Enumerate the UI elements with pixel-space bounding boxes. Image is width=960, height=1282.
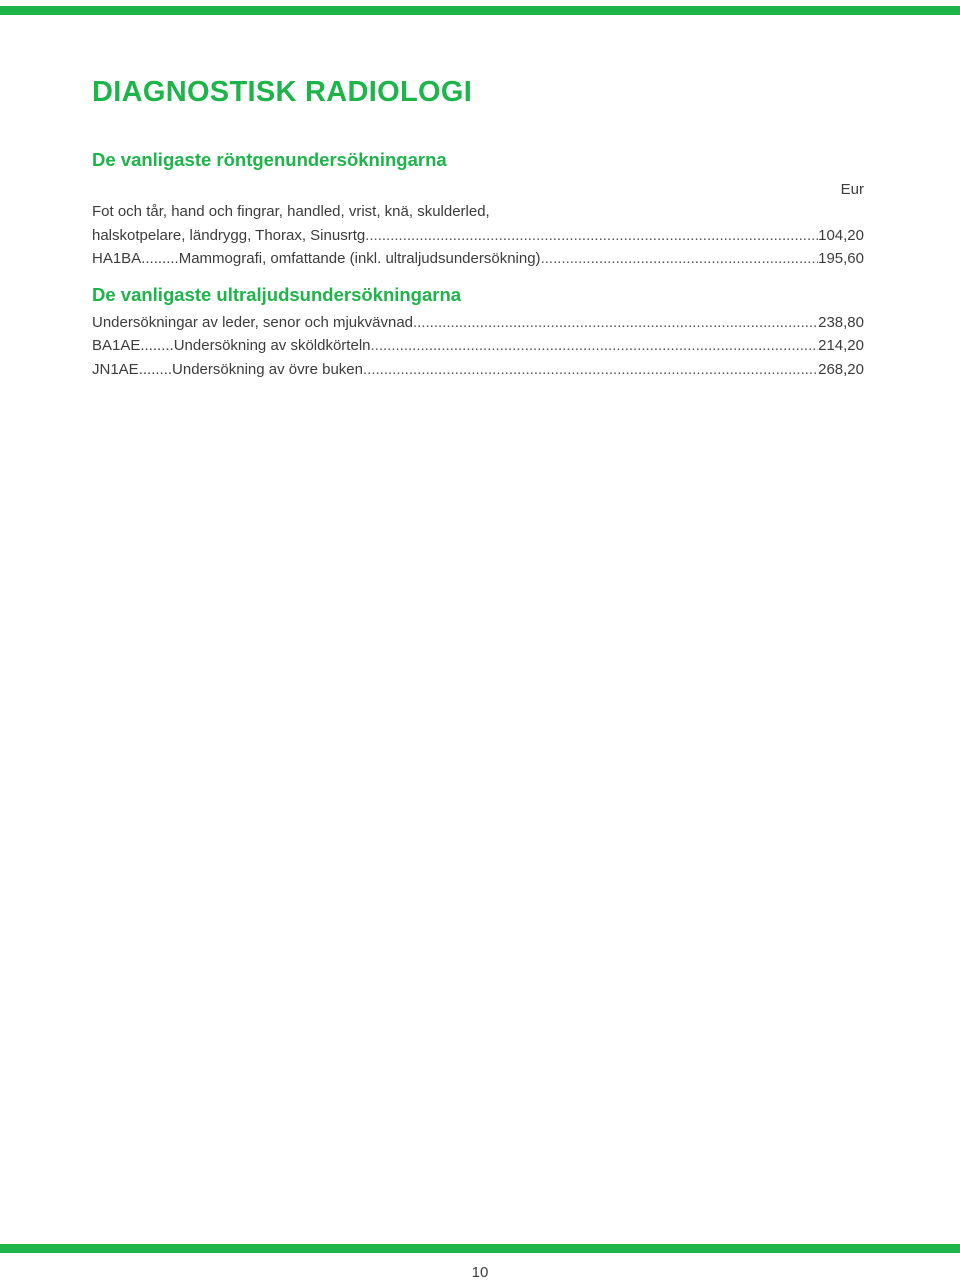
dot-leader xyxy=(363,358,818,382)
ultrasound-list xyxy=(92,311,864,382)
row-text: Undersökningar av leder, senor och mjukvävnad xyxy=(92,313,414,331)
row-text: halskotpelare, ländrygg, Thorax, Sinusrtg xyxy=(92,226,366,244)
row-text: Undersökning av sköldkörteln xyxy=(173,337,371,354)
bottom-accent-bar xyxy=(0,1244,960,1253)
price-row xyxy=(92,200,864,224)
price-row xyxy=(92,247,864,271)
section-title-xray: De vanligaste röntgenundersökningarna xyxy=(92,149,447,170)
row-text: Mammografi, omfattande (inkl. ultraljudsundersökning) xyxy=(178,250,541,267)
page-title: DIAGNOSTISK RADIOLOGI xyxy=(92,76,473,108)
row-price: 214,20 xyxy=(818,337,864,354)
dot-leader xyxy=(541,247,819,271)
row-price: 104,20 xyxy=(818,226,864,244)
page-content xyxy=(92,74,864,381)
code-leader: ......... xyxy=(141,250,179,267)
price-row xyxy=(92,224,864,248)
price-row xyxy=(92,358,864,382)
currency-label: Eur xyxy=(840,181,864,198)
row-code: BA1AE xyxy=(92,337,141,354)
row-code: HA1BA xyxy=(92,250,142,267)
top-accent-bar xyxy=(0,6,960,15)
code-leader: ........ xyxy=(138,360,173,378)
dot-leader xyxy=(365,224,818,248)
dot-leader xyxy=(413,311,818,335)
price-row xyxy=(92,334,864,358)
dot-leader xyxy=(371,334,819,358)
row-text: Fot och tår, hand och fingrar, handled, vrist, knä, skulderled, xyxy=(92,203,490,220)
page-number: 10 xyxy=(471,1264,489,1281)
code-leader: ........ xyxy=(140,337,174,354)
row-price: 238,80 xyxy=(818,313,864,331)
row-price: 195,60 xyxy=(818,250,864,267)
section-title-ultrasound: De vanligaste ultraljudsundersökningarna xyxy=(92,283,462,305)
row-code: JN1AE xyxy=(92,360,139,378)
row-price: 268,20 xyxy=(818,360,864,378)
row-text: Undersökning av övre buken xyxy=(172,360,363,378)
price-row xyxy=(92,311,864,335)
